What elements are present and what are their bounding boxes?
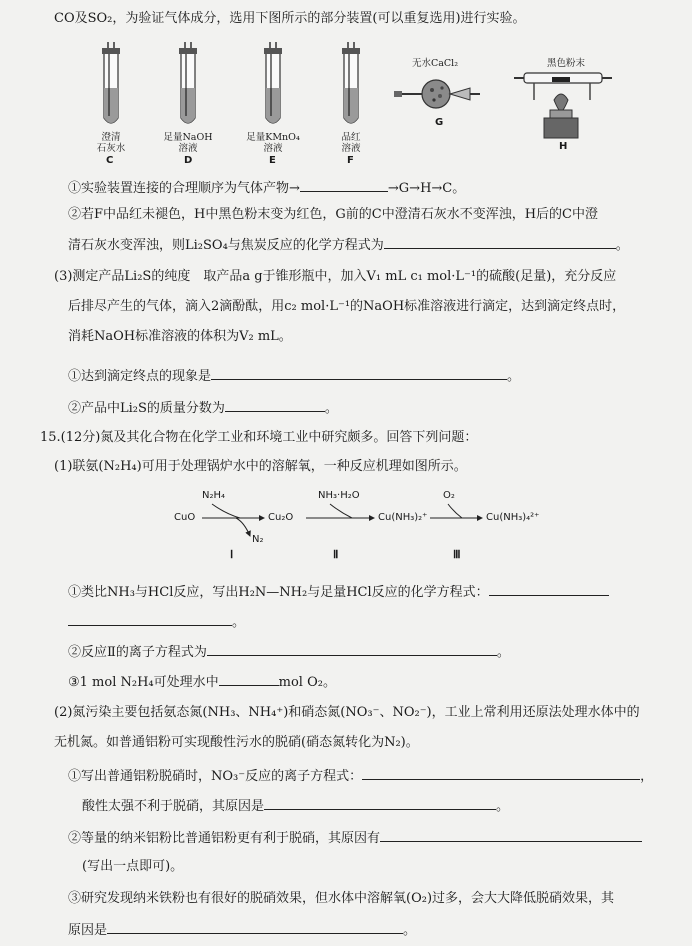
q15-1-3-text: ③1 mol N₂H₄可处理水中 bbox=[68, 675, 219, 690]
q15-1-2-text: ②反应Ⅱ的离子方程式为 bbox=[68, 645, 207, 660]
period: 。 bbox=[496, 645, 510, 660]
q15-1-1-cont bbox=[68, 612, 245, 632]
cu2o-label: Cu₂O bbox=[268, 512, 294, 523]
cuo-label: CuO bbox=[174, 512, 196, 523]
q14-2-2b-text: 清石灰水变浑浊，则Li₂SO₄与焦炭反应的化学方程式为 bbox=[68, 238, 384, 253]
q15-1-3-end: mol O₂。 bbox=[278, 675, 336, 690]
period: 。 bbox=[403, 923, 417, 938]
q15-1-2 bbox=[68, 642, 510, 662]
answer-blank[interactable] bbox=[219, 672, 279, 686]
q15-2-3b-text: 原因是 bbox=[68, 923, 108, 938]
q14-3-2-text: ②产品中Li₂S的质量分数为 bbox=[68, 401, 225, 416]
q15-2-2b: (写出一点即可)。 bbox=[82, 859, 184, 874]
tube-c-label-2: 石灰水 bbox=[96, 143, 126, 154]
answer-blank[interactable] bbox=[68, 612, 232, 626]
answer-blank[interactable] bbox=[207, 642, 497, 656]
period: 。 bbox=[507, 369, 521, 384]
q14-3a: (3)测定产品Li₂S的纯度 取产品a g于锥形瓶中，加入V₁ mL c₁ mol·L⁻¹的硫酸(足量)，充分反应 bbox=[54, 269, 617, 284]
q15-1: (1)联氨(N₂H₄)可用于处理锅炉水中的溶解氧，一种反应机理如图所示。 bbox=[54, 459, 467, 474]
q15-2-1b bbox=[82, 796, 509, 816]
n2-label: N₂ bbox=[252, 534, 264, 545]
q15-1-3 bbox=[68, 672, 336, 692]
tube-c-label-1: 澄清 bbox=[101, 132, 121, 143]
q14-2-1-end: →G→H→C。 bbox=[387, 181, 466, 196]
answer-blank[interactable] bbox=[107, 920, 403, 934]
q15-2-1a bbox=[68, 766, 653, 786]
drying-tube-label: 无水CaCl₂ bbox=[411, 58, 459, 69]
q15-1-1-text: ①类比NH₃与HCl反应，写出H₂N—NH₂与足量HCl反应的化学方程式： bbox=[68, 585, 489, 600]
combustion-tube-label: 黑色粉末 bbox=[546, 58, 585, 69]
period: 。 bbox=[496, 799, 510, 814]
tube-d-letter: D bbox=[184, 155, 193, 166]
reaction-1-label: Ⅰ bbox=[230, 549, 234, 561]
tube-f-letter: F bbox=[347, 155, 354, 166]
answer-blank[interactable] bbox=[264, 796, 496, 810]
period: 。 bbox=[615, 238, 629, 253]
answer-blank[interactable] bbox=[362, 766, 640, 780]
q15-2-3a: ③研究发现纳米铁粉也有很好的脱硝效果，但水体中溶解氧(O₂)过多，会大大降低脱硝效果，其 bbox=[68, 891, 615, 906]
tube-f-label-2: 溶液 bbox=[341, 143, 361, 154]
reaction-2-label: Ⅱ bbox=[333, 549, 339, 561]
q15-1-1 bbox=[68, 582, 609, 602]
combustion-tube-letter: H bbox=[559, 141, 568, 152]
tube-e-label-2: 溶液 bbox=[263, 143, 283, 154]
intro-text: CO及SO₂，为验证气体成分，选用下图所示的部分装置(可以重复选用)进行实验。 bbox=[54, 11, 526, 26]
q14-3-1-text: ①达到滴定终点的现象是 bbox=[68, 369, 212, 384]
tube-e-letter: E bbox=[269, 155, 276, 166]
q15-2-1a-text: ①写出普通铝粉脱硝时，NO₃⁻反应的离子方程式： bbox=[68, 769, 363, 784]
answer-blank[interactable] bbox=[380, 828, 642, 842]
q15-2b: 无机氮。如普通铝粉可实现酸性污水的脱硝(硝态氮转化为N₂)。 bbox=[54, 735, 419, 750]
period: 。 bbox=[232, 615, 246, 630]
tube-c-letter: C bbox=[106, 155, 114, 166]
reaction-3-label: Ⅲ bbox=[453, 549, 461, 561]
q15-2-2a bbox=[68, 828, 642, 848]
q15-2-1b-text: 酸性太强不利于脱硝，其原因是 bbox=[82, 799, 265, 814]
q15-2-2a-text: ②等量的纳米铝粉比普通铝粉更有利于脱硝，其原因有 bbox=[68, 831, 381, 846]
q14-2-1-text: ①实验装置连接的合理顺序为气体产物→ bbox=[68, 181, 300, 196]
drying-tube-letter: G bbox=[435, 117, 444, 128]
o2-label: O₂ bbox=[443, 490, 455, 501]
cunh3-2plus-label: Cu(NH₃)₄²⁺ bbox=[486, 512, 540, 523]
tube-d-label-1: 足量NaOH bbox=[163, 132, 213, 143]
n2h4-label: N₂H₄ bbox=[202, 490, 226, 501]
q14-3b: 后排尽产生的气体，滴入2滴酚酞，用c₂ mol·L⁻¹的NaOH标准溶液进行滴定，达到滴定终点时， bbox=[68, 299, 626, 314]
tube-e-label-1: 足量KMnO₄ bbox=[246, 132, 300, 143]
tube-f-label-1: 品红 bbox=[341, 132, 361, 143]
q14-2-2a: ②若F中品红未褪色，H中黑色粉末变为红色，G前的C中澄清石灰水不变浑浊，H后的C中澄 bbox=[68, 207, 598, 222]
q15-title: 15.(12分)氮及其化合物在化学工业和环境工业中研究颇多。回答下列问题： bbox=[40, 430, 478, 445]
answer-blank[interactable] bbox=[489, 582, 609, 596]
q15-2a: (2)氮污染主要包括氨态氮(NH₃、NH₄⁺)和硝态氮(NO₃⁻、NO₂⁻)，工业上常利用还原法处理水体中的 bbox=[54, 705, 640, 720]
comma: ， bbox=[640, 769, 654, 784]
cunh3-plus-label: Cu(NH₃)₂⁺ bbox=[378, 512, 428, 523]
q14-3c: 消耗NaOH标准溶液的体积为V₂ mL。 bbox=[68, 329, 292, 344]
q15-2-3b bbox=[68, 920, 416, 940]
period: 。 bbox=[324, 401, 338, 416]
tube-d-label-2: 溶液 bbox=[178, 143, 198, 154]
nh3h2o-label: NH₃·H₂O bbox=[318, 490, 360, 501]
